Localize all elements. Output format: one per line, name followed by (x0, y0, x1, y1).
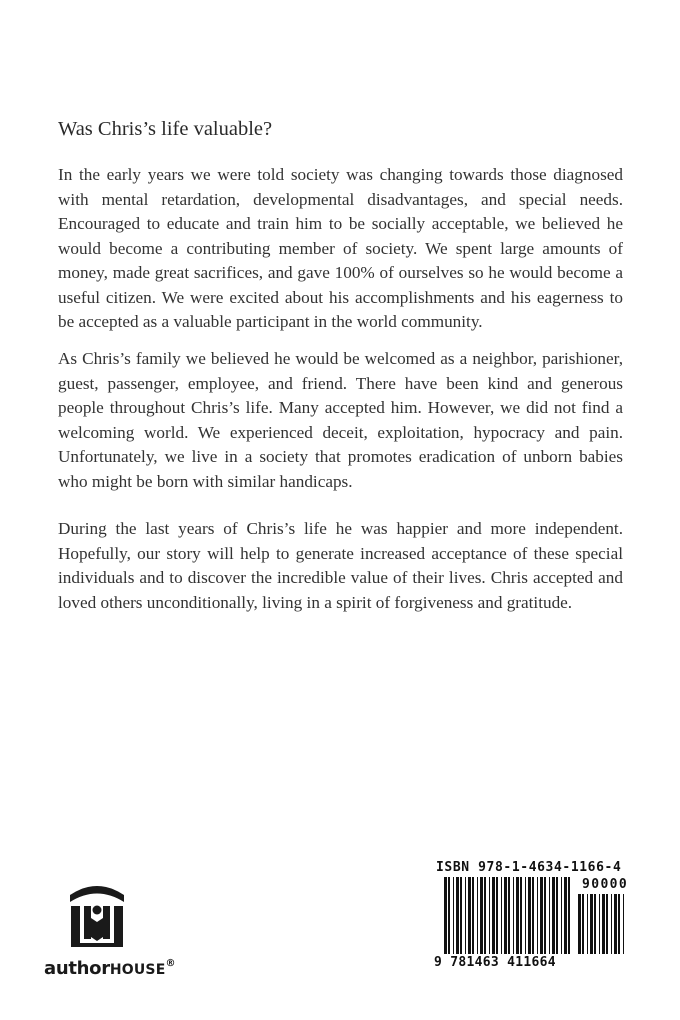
registered-mark: ® (165, 958, 176, 969)
price-code: 90000 (582, 877, 629, 892)
authorhouse-building-icon (68, 875, 126, 949)
isbn-barcode (434, 860, 630, 972)
publisher-wordmark (44, 958, 175, 979)
publisher-name-upper: HOUSE (109, 962, 166, 978)
paragraph-3: During the last years of Chris’s life he was happier and more independent. Hopefully, our story will help to generate increased acceptance of these special individuals and to discover the incredible value of their lives. Chris accepted and loved others unconditionally, living in a spirit of forgiveness and gratitude. (58, 519, 623, 612)
isbn-label: ISBN 978-1-4634-1166-4 (436, 860, 622, 875)
paragraph-1: In the early years we were told society was changing towards those diagnosed with mental retardation, developmental disadvantages, and special needs. Encouraged to educate and train him to be socially acceptable, we believed he would become a contributing member of society. We spent large amounts of money, made great sacrifices, and gave 100% of ourselves so he would become a useful citizen. We were excited about his accomplishments and his eagerness to be accepted as a valuable participant in the world community. (58, 165, 623, 331)
paragraph-2: As Chris’s family we believed he would be welcomed as a neighbor, parishioner, guest, passenger, employee, and friend. There have been kind and generous people throughout Chris’s life. Many accepted him. However, we did not find a welcoming world. We experienced deceit, exploitation, hypocracy and pain. Unfortunately, we live in a society that promotes eradication of unborn babies who might be born with similar handicaps. (58, 349, 623, 491)
publisher-logo (44, 875, 214, 985)
ean-digits: 9 781463 411664 (434, 955, 556, 970)
cover-heading: Was Chris’s life valuable? (58, 118, 273, 140)
publisher-name-lower: author (44, 958, 110, 979)
barcode-bars (434, 860, 630, 960)
